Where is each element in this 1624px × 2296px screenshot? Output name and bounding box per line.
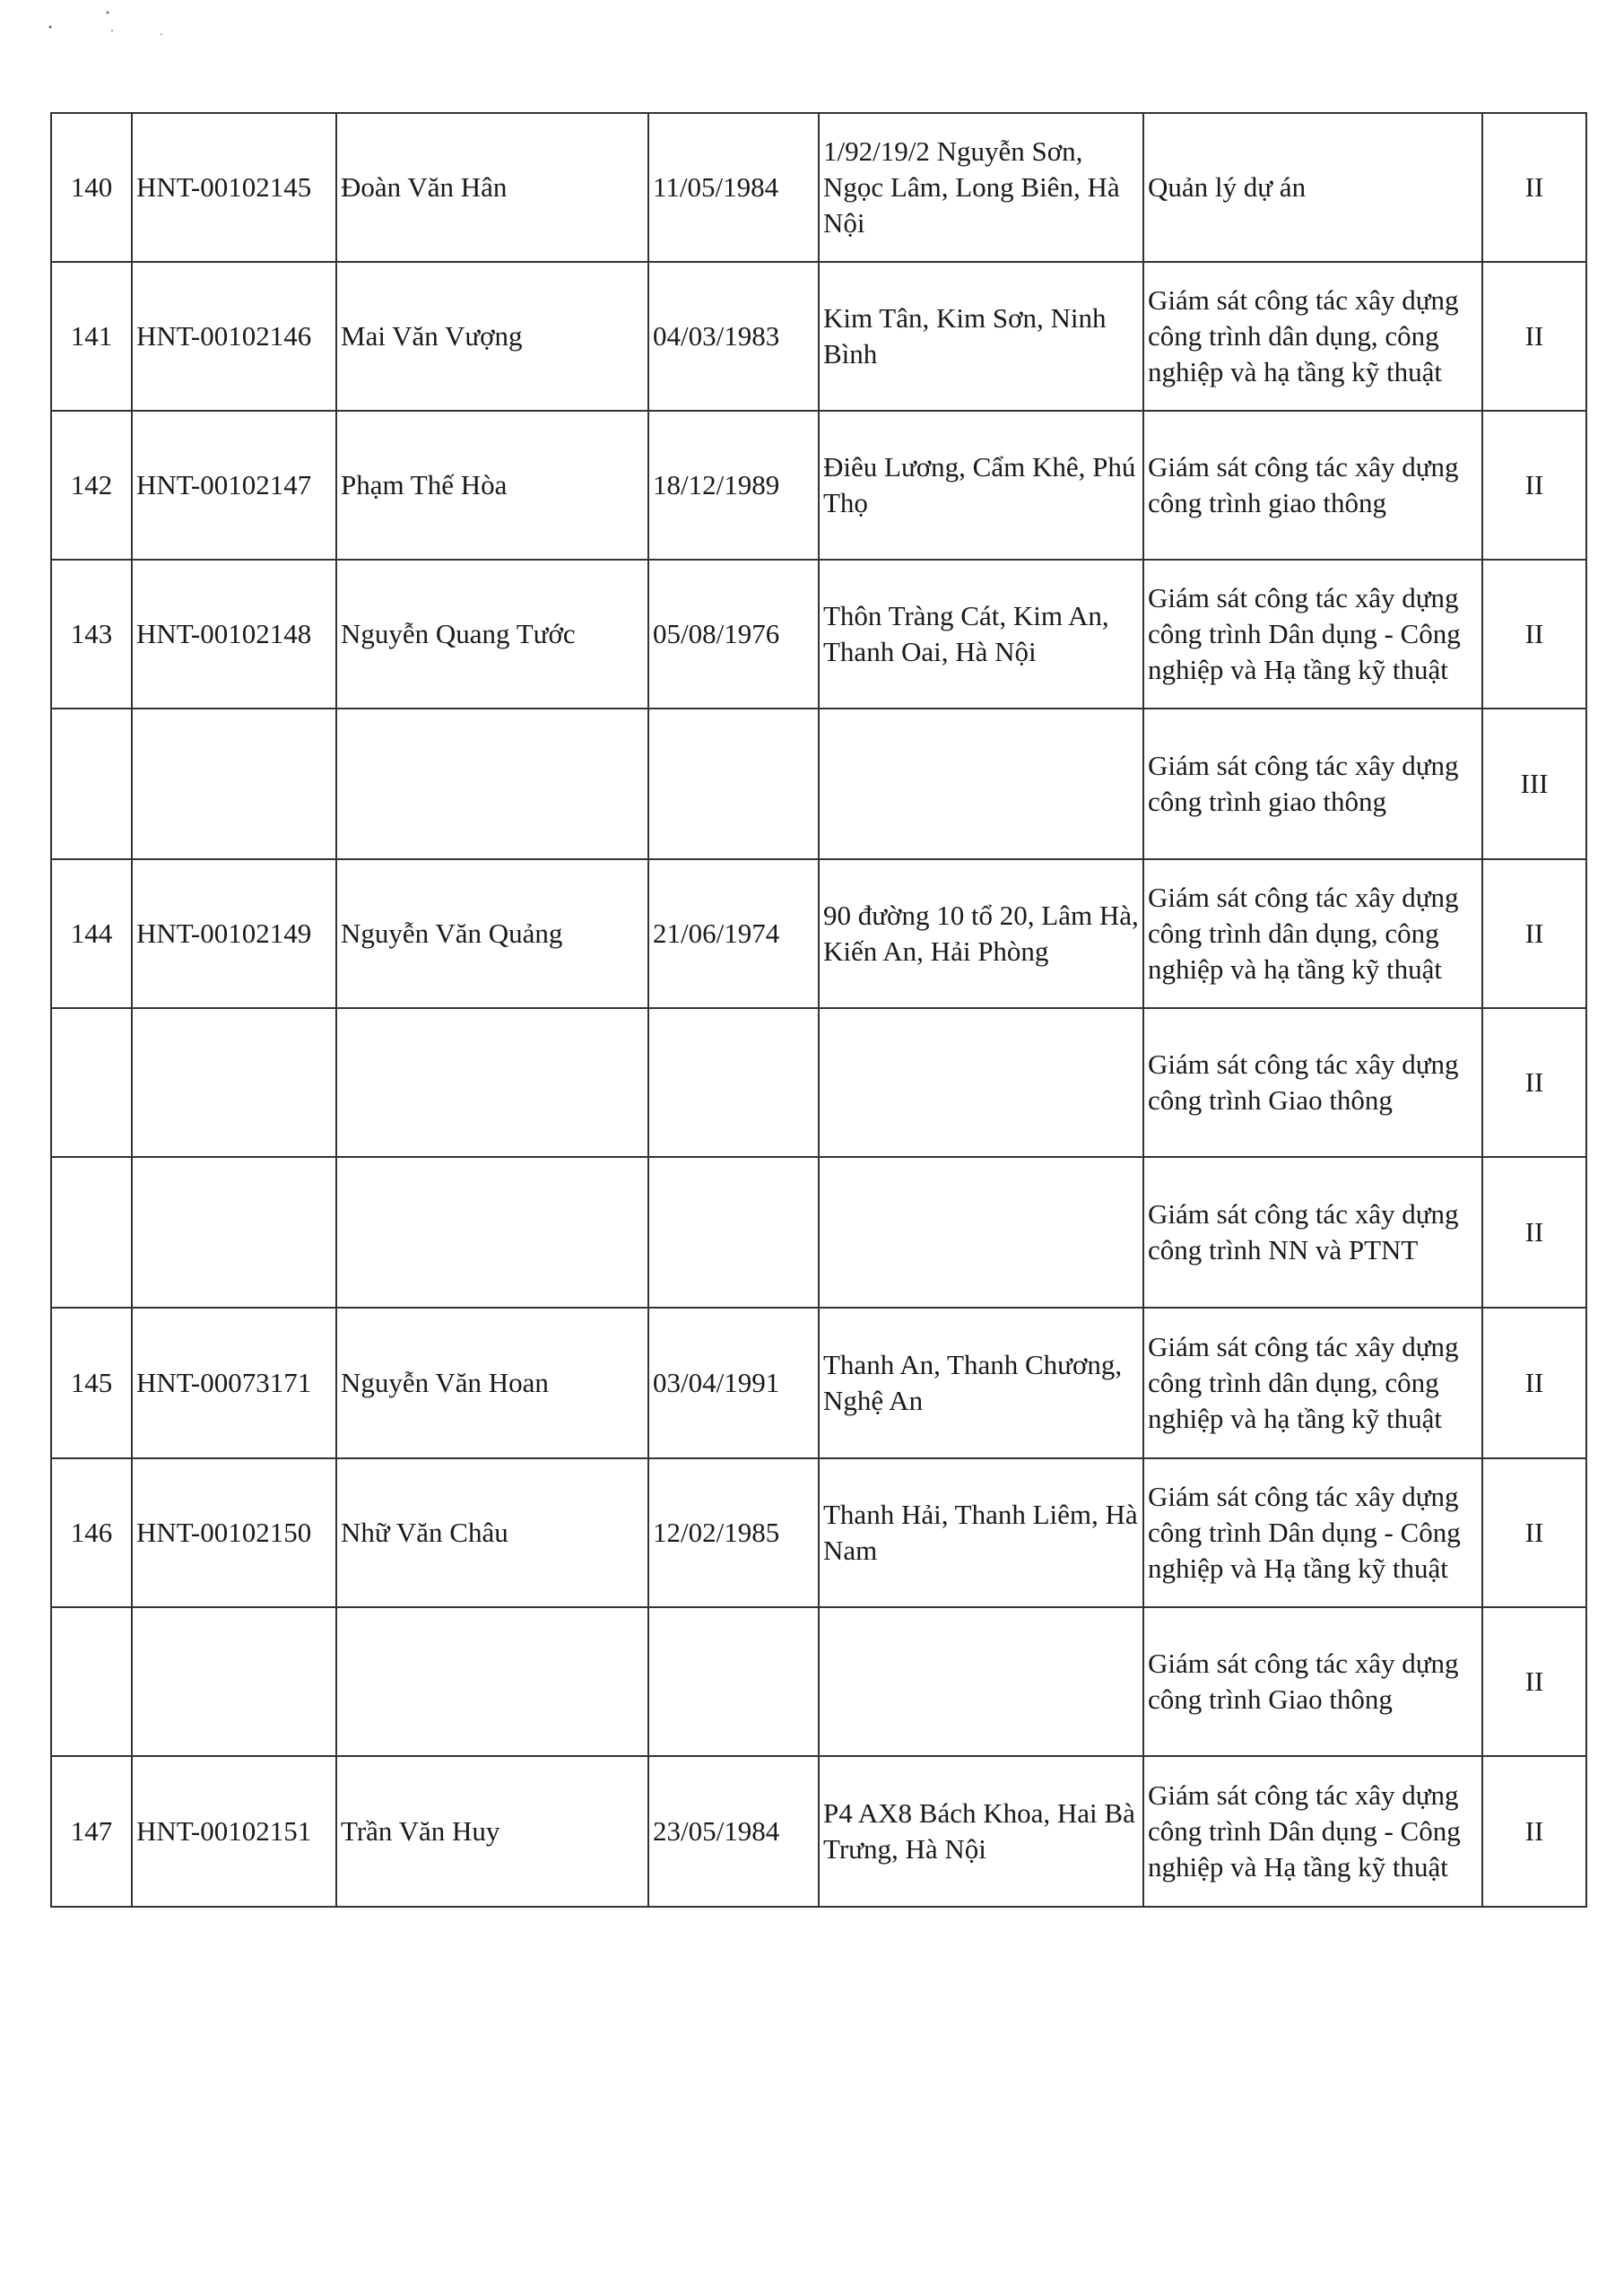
table-row (51, 113, 1586, 262)
table-row (51, 411, 1586, 560)
rank-cell: II (1482, 859, 1586, 1008)
address-cell (819, 1008, 1143, 1157)
certificate-code-cell: HNT-00102149 (132, 859, 336, 1008)
table-row (51, 709, 1586, 859)
rank-cell: II (1482, 1458, 1586, 1607)
row-number-cell (51, 1157, 132, 1308)
full-name-cell: Trần Văn Huy (336, 1756, 648, 1907)
practice-field-cell: Giám sát công tác xây dựng công trình dân dụng, công nghiệp và hạ tầng kỹ thuật (1143, 859, 1482, 1008)
certificate-code-cell: HNT-00102151 (132, 1756, 336, 1907)
practice-field-cell: Giám sát công tác xây dựng công trình Dân dụng - Công nghiệp và Hạ tầng kỹ thuật (1143, 1458, 1482, 1607)
rank-cell: II (1482, 1607, 1586, 1756)
address-cell: 1/92/19/2 Nguyễn Sơn, Ngọc Lâm, Long Biên, Hà Nội (819, 113, 1143, 262)
rank-cell: II (1482, 1008, 1586, 1157)
row-number-cell (51, 1607, 132, 1756)
table-row (51, 1607, 1586, 1756)
date-of-birth-cell (648, 1157, 819, 1308)
practice-field-cell: Giám sát công tác xây dựng công trình giao thông (1143, 709, 1482, 859)
date-of-birth-cell: 18/12/1989 (648, 411, 819, 560)
table-row (51, 262, 1586, 411)
rank-cell: II (1482, 560, 1586, 709)
date-of-birth-cell: 03/04/1991 (648, 1308, 819, 1458)
table-row (51, 1008, 1586, 1157)
certificate-code-cell: HNT-00102146 (132, 262, 336, 411)
certificate-code-cell (132, 1157, 336, 1308)
scan-specks (45, 7, 170, 43)
row-number-cell (51, 709, 132, 859)
full-name-cell: Nguyễn Quang Tước (336, 560, 648, 709)
certificate-code-cell: HNT-00102145 (132, 113, 336, 262)
address-cell (819, 1607, 1143, 1756)
rank-cell: II (1482, 411, 1586, 560)
registry-table (50, 112, 1587, 1908)
practice-field-cell: Quản lý dự án (1143, 113, 1482, 262)
full-name-cell: Nguyễn Văn Hoan (336, 1308, 648, 1458)
row-number-cell: 144 (51, 859, 132, 1008)
practice-field-cell: Giám sát công tác xây dựng công trình dân dụng, công nghiệp và hạ tầng kỹ thuật (1143, 1308, 1482, 1458)
certificate-code-cell: HNT-00102150 (132, 1458, 336, 1607)
date-of-birth-cell (648, 1607, 819, 1756)
date-of-birth-cell: 04/03/1983 (648, 262, 819, 411)
full-name-cell (336, 1008, 648, 1157)
row-number-cell: 141 (51, 262, 132, 411)
full-name-cell: Nguyễn Văn Quảng (336, 859, 648, 1008)
address-cell: 90 đường 10 tổ 20, Lâm Hà, Kiến An, Hải Phòng (819, 859, 1143, 1008)
table-row (51, 1756, 1586, 1907)
practice-field-cell: Giám sát công tác xây dựng công trình Giao thông (1143, 1607, 1482, 1756)
rank-cell: II (1482, 1308, 1586, 1458)
practice-field-cell: Giám sát công tác xây dựng công trình Dân dụng - Công nghiệp và Hạ tầng kỹ thuật (1143, 560, 1482, 709)
table-row (51, 1458, 1586, 1607)
practice-field-cell: Giám sát công tác xây dựng công trình dân dụng, công nghiệp và hạ tầng kỹ thuật (1143, 262, 1482, 411)
date-of-birth-cell: 23/05/1984 (648, 1756, 819, 1907)
row-number-cell: 143 (51, 560, 132, 709)
date-of-birth-cell: 12/02/1985 (648, 1458, 819, 1607)
address-cell: Thanh An, Thanh Chương, Nghệ An (819, 1308, 1143, 1458)
address-cell (819, 709, 1143, 859)
full-name-cell: Phạm Thế Hòa (336, 411, 648, 560)
address-cell: Điêu Lương, Cẩm Khê, Phú Thọ (819, 411, 1143, 560)
table-row (51, 1157, 1586, 1308)
address-cell: Kim Tân, Kim Sơn, Ninh Bình (819, 262, 1143, 411)
certificate-code-cell (132, 1607, 336, 1756)
full-name-cell: Đoàn Văn Hân (336, 113, 648, 262)
full-name-cell: Nhữ Văn Châu (336, 1458, 648, 1607)
row-number-cell: 142 (51, 411, 132, 560)
full-name-cell (336, 709, 648, 859)
certificate-code-cell (132, 1008, 336, 1157)
practice-field-cell: Giám sát công tác xây dựng công trình Giao thông (1143, 1008, 1482, 1157)
row-number-cell (51, 1008, 132, 1157)
full-name-cell: Mai Văn Vượng (336, 262, 648, 411)
date-of-birth-cell: 05/08/1976 (648, 560, 819, 709)
row-number-cell: 140 (51, 113, 132, 262)
rank-cell: III (1482, 709, 1586, 859)
certificate-code-cell: HNT-00102148 (132, 560, 336, 709)
date-of-birth-cell: 21/06/1974 (648, 859, 819, 1008)
address-cell: Thôn Tràng Cát, Kim An, Thanh Oai, Hà Nội (819, 560, 1143, 709)
table-row (51, 859, 1586, 1008)
row-number-cell: 147 (51, 1756, 132, 1907)
practice-field-cell: Giám sát công tác xây dựng công trình Dân dụng - Công nghiệp và Hạ tầng kỹ thuật (1143, 1756, 1482, 1907)
practice-field-cell: Giám sát công tác xây dựng công trình giao thông (1143, 411, 1482, 560)
date-of-birth-cell (648, 709, 819, 859)
row-number-cell: 146 (51, 1458, 132, 1607)
table-row (51, 1308, 1586, 1458)
address-cell: P4 AX8 Bách Khoa, Hai Bà Trưng, Hà Nội (819, 1756, 1143, 1907)
row-number-cell: 145 (51, 1308, 132, 1458)
certificate-code-cell: HNT-00102147 (132, 411, 336, 560)
practice-field-cell: Giám sát công tác xây dựng công trình NN và PTNT (1143, 1157, 1482, 1308)
full-name-cell (336, 1607, 648, 1756)
table-row (51, 560, 1586, 709)
rank-cell: II (1482, 262, 1586, 411)
address-cell: Thanh Hải, Thanh Liêm, Hà Nam (819, 1458, 1143, 1607)
rank-cell: II (1482, 113, 1586, 262)
full-name-cell (336, 1157, 648, 1308)
date-of-birth-cell: 11/05/1984 (648, 113, 819, 262)
address-cell (819, 1157, 1143, 1308)
certificate-code-cell: HNT-00073171 (132, 1308, 336, 1458)
rank-cell: II (1482, 1157, 1586, 1308)
date-of-birth-cell (648, 1008, 819, 1157)
certificate-code-cell (132, 709, 336, 859)
rank-cell: II (1482, 1756, 1586, 1907)
